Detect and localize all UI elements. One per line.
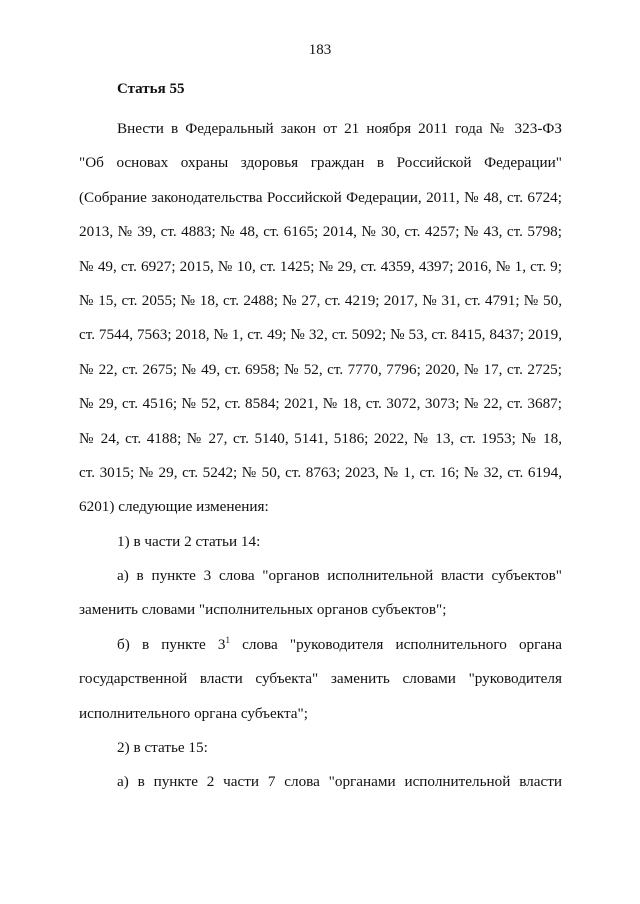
text-line: № 15, ст. 2055; № 18, ст. 2488; № 27, ст. 4219; 2017, № 31, ст. 4791; № 50, — [79, 291, 562, 309]
text-line: ст. 3015; № 29, ст. 5242; № 50, ст. 8763; 2023, № 1, ст. 16; № 32, ст. 6194, — [79, 463, 562, 481]
text-line — [79, 628, 562, 662]
text-line: заменить словами "исполнительных органов субъектов"; — [79, 601, 447, 619]
text-line: 2) в статье 15: — [117, 739, 208, 757]
page-number: 183 — [308, 42, 332, 58]
text-line: Внести в Федеральный закон от 21 ноября 2011 года № 323-ФЗ — [117, 120, 562, 137]
text-line-part: б) в пункте 3 — [117, 635, 226, 653]
text-line: № 22, ст. 2675; № 49, ст. 6958; № 52, ст. 7770, 7796; 2020, № 17, ст. 2725; — [79, 360, 562, 378]
document-body — [79, 112, 562, 800]
text-line: № 24, ст. 4188; № 27, ст. 5140, 5141, 5186; 2022, № 13, ст. 1953; № 18, — [79, 429, 562, 447]
text-line: а) в пункте 2 части 7 слова "органами исполнительной власти — [117, 773, 562, 791]
text-line-part: слова "руководителя исполнительного органа — [229, 635, 562, 653]
article-heading: Статья 55 — [117, 81, 185, 97]
text-line: а) в пункте 3 слова "органов исполнительной власти субъектов" — [117, 567, 562, 585]
text-line: 6201) следующие изменения: — [79, 498, 269, 516]
text-line: государственной власти субъекта" заменить словами "руководителя — [79, 670, 562, 688]
text-line: "Об основах охраны здоровья граждан в Российской Федерации" — [79, 154, 562, 172]
text-line: № 29, ст. 4516; № 52, ст. 8584; 2021, № 18, ст. 3072, 3073; № 22, ст. 3687; — [79, 395, 562, 413]
text-line: (Собрание законодательства Российской Федерации, 2011, № 48, ст. 6724; — [79, 188, 562, 206]
text-line: исполнительного органа субъекта"; — [79, 704, 308, 722]
text-line: № 49, ст. 6927; 2015, № 10, ст. 1425; № 29, ст. 4359, 4397; 2016, № 1, ст. 9; — [79, 257, 562, 275]
text-line: ст. 7544, 7563; 2018, № 1, ст. 49; № 32, ст. 5092; № 53, ст. 8415, 8437; 2019, — [79, 326, 562, 344]
superscript: 1 — [225, 634, 230, 645]
text-line: 2013, № 39, ст. 4883; № 48, ст. 6165; 2014, № 30, ст. 4257; № 43, ст. 5798; — [79, 223, 562, 241]
text-line: 1) в части 2 статьи 14: — [117, 532, 261, 550]
